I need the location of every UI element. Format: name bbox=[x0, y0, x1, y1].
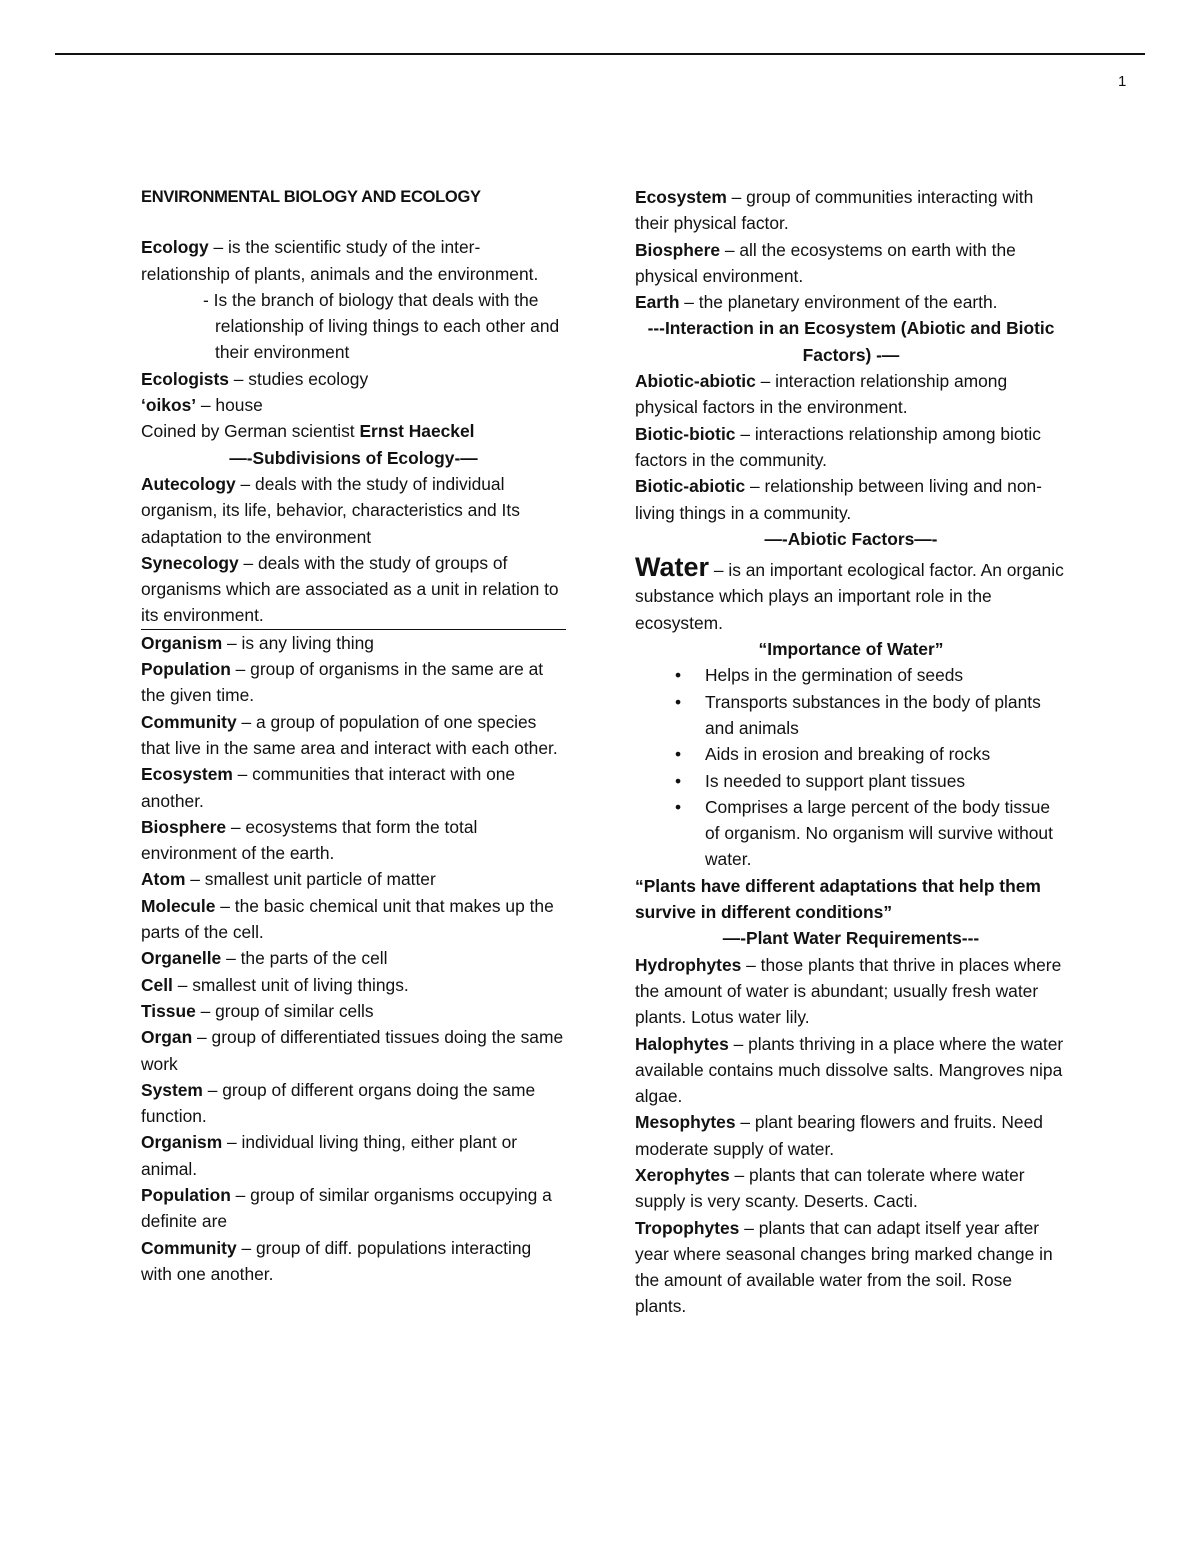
term-entry bbox=[141, 1077, 566, 1130]
term-label: Ecosystem bbox=[141, 764, 233, 785]
term-entry bbox=[635, 184, 1067, 237]
definition-text: – the parts of the cell bbox=[221, 948, 388, 969]
header-rule bbox=[55, 53, 1145, 55]
term-label: Population bbox=[141, 1184, 231, 1205]
plant-type-entry bbox=[635, 1215, 1067, 1320]
definition-text: – is the scientific study of the inter-relationship of plants, animals and the environment. bbox=[141, 237, 539, 284]
page-number: 1 bbox=[1118, 73, 1127, 90]
synecology-definition bbox=[141, 550, 566, 630]
coined-text: Coined by German scientist bbox=[141, 421, 360, 442]
definition-text: – group of different organs doing the same function. bbox=[141, 1079, 536, 1127]
definition-text: – is an important ecological factor. An organic substance which plays an important role in the ecosystem. bbox=[635, 560, 1064, 633]
importance-heading bbox=[635, 636, 1067, 662]
term-label: Hydrophytes bbox=[635, 954, 742, 975]
definition-text: – all the ecosystems on earth with the physical environment. bbox=[635, 239, 1016, 286]
definition-text: – smallest unit particle of matter bbox=[185, 869, 436, 890]
term-entry bbox=[141, 1235, 566, 1288]
term-label: Autecology bbox=[141, 473, 236, 494]
term-label: Molecule bbox=[141, 895, 216, 916]
document-title: ENVIRONMENTAL BIOLOGY AND ECOLOGY bbox=[141, 188, 481, 206]
oikos-definition bbox=[141, 392, 566, 418]
definition-text: – relationship between living and non-living things in a community. bbox=[635, 476, 1042, 523]
term-entry bbox=[141, 998, 566, 1024]
term-label: Xerophytes bbox=[635, 1164, 730, 1185]
term-entry bbox=[141, 972, 566, 998]
interaction-entry bbox=[635, 368, 1067, 421]
term-label: Organism bbox=[141, 1132, 223, 1153]
adaptations-quote bbox=[635, 873, 1067, 926]
heading-text: “Importance of Water” bbox=[758, 639, 944, 660]
definition-text: – those plants that thrive in places where the amount of water is abundant; usually fresh water plants. Lotus water lily. bbox=[635, 954, 1062, 1028]
definition-text: – deals with the study of individual organism, its life, behavior, characteristics and Its adaptation to the environment bbox=[141, 473, 520, 547]
term-label: Ecosystem bbox=[635, 187, 727, 207]
list-item: • Aids in erosion and breaking of rocks bbox=[635, 741, 1067, 767]
term-label: Community bbox=[141, 1237, 237, 1258]
term-entry bbox=[141, 630, 566, 656]
interaction-heading bbox=[635, 315, 1067, 368]
ecology-subpoint: - Is the branch of biology that deals with the relationship of living things to each other and their environment bbox=[203, 289, 560, 363]
definition-text: – smallest unit of living things. bbox=[172, 974, 409, 995]
term-label: Community bbox=[141, 711, 237, 732]
plant-type-entry bbox=[635, 1031, 1067, 1110]
definition-text: – communities that interact with one another. bbox=[141, 764, 516, 811]
term-label: System bbox=[141, 1079, 203, 1100]
term-label: Cell bbox=[141, 974, 173, 995]
plant-type-entry bbox=[635, 1109, 1067, 1162]
heading-text: —-Plant Water Requirements--- bbox=[722, 928, 980, 949]
term-label: Atom bbox=[141, 869, 186, 890]
term-label: ‘oikos’ bbox=[141, 395, 197, 416]
definition-text: – plant bearing flowers and fruits. Need moderate supply of water. bbox=[635, 1112, 1043, 1159]
definition-text: – is any living thing bbox=[222, 632, 374, 653]
term-entry bbox=[141, 1024, 566, 1077]
definition-text: – group of organisms in the same are at the given time. bbox=[141, 659, 544, 706]
interaction-entry bbox=[635, 421, 1067, 474]
abiotic-heading bbox=[635, 526, 1067, 552]
definition-text: – interaction relationship among physical factors in the environment. bbox=[635, 371, 1008, 418]
term-entry bbox=[141, 1129, 566, 1182]
heading-text: —-Abiotic Factors—- bbox=[764, 528, 938, 549]
left-column bbox=[141, 184, 566, 1287]
levels-term-list bbox=[141, 630, 566, 1287]
definition-text: – group of diff. populations interacting with one another. bbox=[141, 1237, 532, 1284]
term-entry bbox=[635, 289, 1067, 315]
definition-text: – the basic chemical unit that makes up the parts of the cell. bbox=[141, 895, 554, 943]
definition-text: – group of communities interacting with their physical factor. bbox=[635, 187, 1034, 234]
water-term: Water bbox=[635, 552, 710, 583]
definition-text: – a group of population of one species that live in the same area and interact with each other. bbox=[141, 711, 558, 758]
term-entry bbox=[141, 945, 566, 971]
term-label: Organ bbox=[141, 1027, 193, 1048]
right-column bbox=[635, 184, 1067, 1320]
plant-water-heading bbox=[635, 925, 1067, 951]
ecology-definition bbox=[141, 234, 566, 287]
term-label: Ecologists bbox=[141, 368, 229, 389]
term-label: Organelle bbox=[141, 948, 222, 969]
ecologists-definition bbox=[141, 366, 566, 392]
definition-text: – house bbox=[196, 395, 263, 416]
term-entry bbox=[141, 814, 566, 867]
definition-text: – ecosystems that form the total environment of the earth. bbox=[141, 816, 478, 864]
interaction-entry bbox=[635, 473, 1067, 526]
term-label: Ecology bbox=[141, 237, 209, 258]
term-entry bbox=[141, 1182, 566, 1235]
definition-text: – the planetary environment of the earth. bbox=[679, 292, 998, 313]
definition-text: – interactions relationship among biotic factors in the community. bbox=[635, 423, 1041, 470]
list-item: • Transports substances in the body of plants and animals bbox=[635, 689, 1067, 742]
term-label: Biosphere bbox=[141, 816, 227, 837]
definition-text: – studies ecology bbox=[228, 368, 369, 389]
heading-text: —-Subdivisions of Ecology-— bbox=[229, 447, 478, 468]
term-entry bbox=[635, 237, 1067, 290]
definition-text: – group of similar organisms occupying a definite are bbox=[141, 1184, 552, 1232]
list-item: • Is needed to support plant tissues bbox=[635, 768, 1067, 794]
term-label: Biosphere bbox=[635, 239, 721, 260]
definition-text: – group of differentiated tissues doing the same work bbox=[141, 1027, 564, 1074]
term-label: Mesophytes bbox=[635, 1112, 736, 1133]
coined-by bbox=[141, 418, 566, 444]
scientist-name: Ernst Haeckel bbox=[359, 421, 475, 442]
list-item: • Helps in the germination of seeds bbox=[635, 662, 1067, 688]
heading-text: ---Interaction in an Ecosystem (Abiotic and Biotic Factors) -— bbox=[647, 318, 1055, 365]
term-entry bbox=[141, 656, 566, 709]
plant-type-entry bbox=[635, 1162, 1067, 1215]
term-label: Tropophytes bbox=[635, 1217, 740, 1238]
term-entry bbox=[141, 893, 566, 946]
term-entry bbox=[141, 866, 566, 892]
list-item: • Comprises a large percent of the body tissue of organism. No organism will survive without water. bbox=[635, 794, 1067, 873]
water-definition bbox=[635, 552, 1067, 636]
term-label: Biotic-biotic bbox=[635, 423, 736, 444]
term-label: Biotic-abiotic bbox=[635, 476, 746, 497]
term-label: Population bbox=[141, 659, 231, 680]
definition-text: – group of similar cells bbox=[195, 1000, 374, 1021]
subdivisions-heading bbox=[141, 445, 566, 471]
term-entry bbox=[141, 761, 566, 814]
term-label: Earth bbox=[635, 292, 680, 313]
term-label: Abiotic-abiotic bbox=[635, 371, 756, 392]
autecology-definition bbox=[141, 471, 566, 550]
term-label: Tissue bbox=[141, 1000, 196, 1021]
definition-text: – deals with the study of groups of organisms which are associated as a unit in relation to its environment. bbox=[141, 552, 559, 626]
definition-text: – individual living thing, either plant or animal. bbox=[141, 1132, 518, 1179]
term-label: Synecology bbox=[141, 552, 239, 573]
definition-text: – plants that can adapt itself year after year where seasonal changes bring marked change in the amount of available water from the soil. Rose plants. bbox=[635, 1217, 1053, 1317]
term-label: Organism bbox=[141, 632, 223, 653]
term-label: Halophytes bbox=[635, 1033, 729, 1054]
importance-list bbox=[635, 662, 1067, 872]
plant-type-entry bbox=[635, 952, 1067, 1031]
term-entry bbox=[141, 709, 566, 762]
definition-text: – plants thriving in a place where the water available contains much dissolve salts. Mangroves nipa algae. bbox=[635, 1033, 1064, 1107]
quote-text: “Plants have different adaptations that help them survive in different conditions” bbox=[635, 875, 1041, 923]
definition-text: – plants that can tolerate where water supply is very scanty. Deserts. Cacti. bbox=[635, 1164, 1025, 1212]
